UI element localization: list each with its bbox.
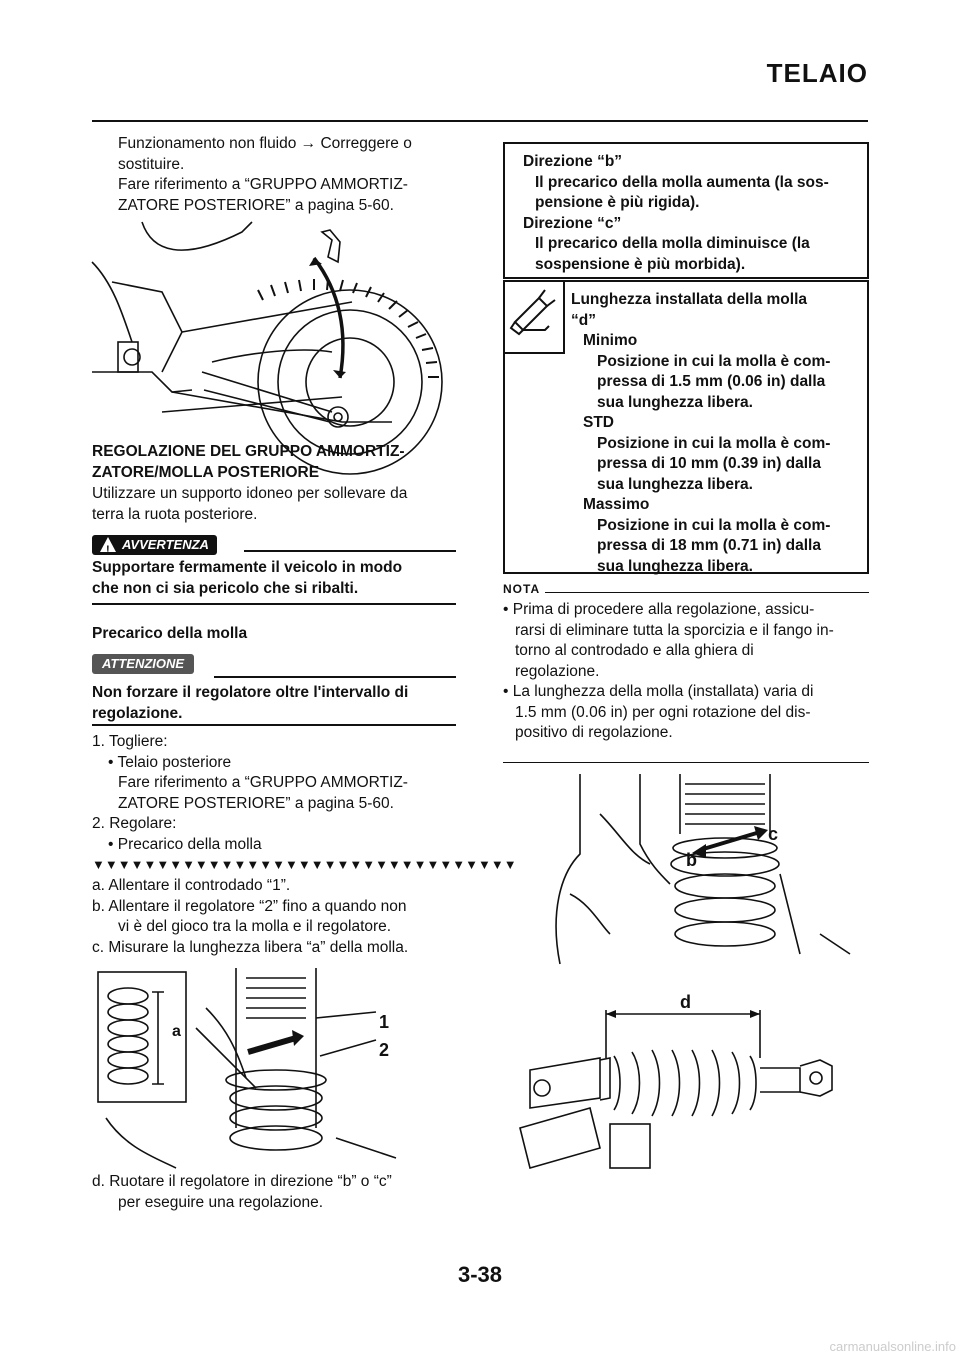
warning-bottom-rule [92, 603, 456, 605]
page-title: TELAIO [766, 58, 868, 88]
nota-bullet: • La lunghezza della molla (installata) varia di [503, 683, 814, 700]
spec-value: sua lunghezza libera. [597, 557, 753, 575]
spring-measure-illustration [96, 968, 458, 1174]
caution-top-rule [214, 676, 456, 678]
spec-value: Posizione in cui la molla è com- [597, 434, 831, 452]
spec-content [571, 290, 867, 577]
nota-bullet: • Prima di procedere alla regolazione, assicu- [503, 601, 815, 618]
substep-item: vi è del gioco tra la molla e il regolatore. [118, 918, 392, 935]
header-divider [92, 120, 868, 122]
procedure-start-marker: ▼▼▼▼▼▼▼▼▼▼▼▼▼▼▼▼▼▼▼▼▼▼▼▼▼▼▼▼▼▼▼▼▼ [92, 857, 517, 872]
caution-bottom-rule [92, 724, 456, 726]
step-item: 1. Togliere: [92, 733, 168, 750]
nota-bottom-rule [503, 762, 869, 763]
label-b: b [686, 850, 697, 870]
spec-value: pressa di 18 mm (0.71 in) dalla [597, 537, 821, 554]
section-heading: REGOLAZIONE DEL GRUPPO AMMORTIZ- ZATORE/MOLLA POSTERIORE [92, 443, 405, 481]
adjuster-drawing [540, 774, 860, 982]
label-2: 2 [379, 1040, 390, 1060]
shock-drawing [510, 992, 862, 1174]
caution-text: Non forzare il regolatore oltre l'intervallo di regolazione. [92, 684, 409, 722]
spec-value: sua lunghezza libera. [597, 393, 753, 411]
substep-item: b. Allentare il regolatore “2” fino a quando non [92, 897, 407, 915]
step-item: Fare riferimento a “GRUPPO AMMORTIZ- [118, 774, 408, 791]
swingarm-drawing [92, 222, 458, 436]
watermark-text: carmanualsonline.info [829, 1339, 956, 1354]
step-item: • Precarico della molla [108, 835, 262, 853]
spec-label: STD [583, 414, 614, 431]
label-a: a [172, 1023, 181, 1040]
spec-value: Posizione in cui la molla è com- [597, 352, 831, 370]
substep-item: a. Allentare il controdado “1”. [92, 877, 291, 894]
step-item: • Telaio posteriore [108, 753, 232, 771]
spec-value: pressa di 1.5 mm (0.06 in) dalla [597, 373, 826, 390]
steps-list [92, 732, 472, 855]
nota-top-rule [545, 592, 869, 593]
caliper-icon-cell [505, 282, 565, 354]
spec-label: Minimo [583, 332, 638, 349]
label-1: 1 [379, 1012, 390, 1032]
label-c: c [768, 824, 779, 844]
shock-length-illustration [510, 992, 862, 1174]
spec-value: Posizione in cui la molla è com- [597, 516, 831, 534]
spec-title: “d” [571, 311, 596, 329]
spring-drawing [96, 968, 458, 1174]
section-body: Utilizzare un supporto idoneo per sollevare da terra la ruota posteriore. [92, 485, 408, 523]
direction-box: Direzione “b” Il precarico della molla aumenta (la sos- pensione è più rigida). Direzione “c” Il precarico della molla diminuisce (la sospensione è più morbida). [503, 142, 869, 279]
subheading-spring-preload: Precarico della molla [92, 625, 248, 642]
label-d: d [680, 992, 691, 1012]
swingarm-illustration [92, 222, 458, 436]
step-item: 2. Regolare: [92, 815, 177, 832]
spec-value: pressa di 10 mm (0.39 in) dalla [597, 455, 821, 472]
page-number: 3-38 [457, 1262, 503, 1287]
caution-badge: ATTENZIONE [92, 654, 194, 674]
substeps-list [92, 876, 472, 958]
nota-content: • Prima di procedere alla regolazione, assicu- rarsi di eliminare tutta la sporcizia e il fango in- torno al controdado e alla ghiera di regolazione. • La lunghezza della molla (installata) varia di 1.5 mm (0.06 in) per ogni rotazione del dis- positivo di regolazione. [503, 600, 873, 744]
intro-paragraph: Funzionamento non fluido → Correggere o sostituire. Fare riferimento a “GRUPPO AMMORTIZ- ZATORE POSTERIORE” a pagina 5-60. [118, 135, 412, 214]
nota-label: NOTA [503, 582, 541, 596]
spec-label: Massimo [583, 496, 650, 513]
spec-title: Lunghezza installata della molla [571, 291, 807, 308]
caliper-icon [505, 282, 563, 352]
substep-item: c. Misurare la lunghezza libera “a” della molla. [92, 938, 409, 956]
step-item: ZATORE POSTERIORE” a pagina 5-60. [118, 794, 394, 812]
spec-value: sua lunghezza libera. [597, 475, 753, 493]
step-d: d. Ruotare il regolatore in direzione “b” o “c” per eseguire una regolazione. [92, 1173, 392, 1211]
spec-box [503, 280, 869, 574]
warning-top-rule [244, 550, 456, 552]
warning-badge: ! AVVERTENZA [92, 535, 217, 555]
warning-text: Supportare fermamente il veicolo in modo che non ci sia pericolo che si ribalti. [92, 559, 403, 597]
warning-icon: ! [100, 537, 116, 552]
adjuster-direction-illustration [540, 774, 860, 982]
